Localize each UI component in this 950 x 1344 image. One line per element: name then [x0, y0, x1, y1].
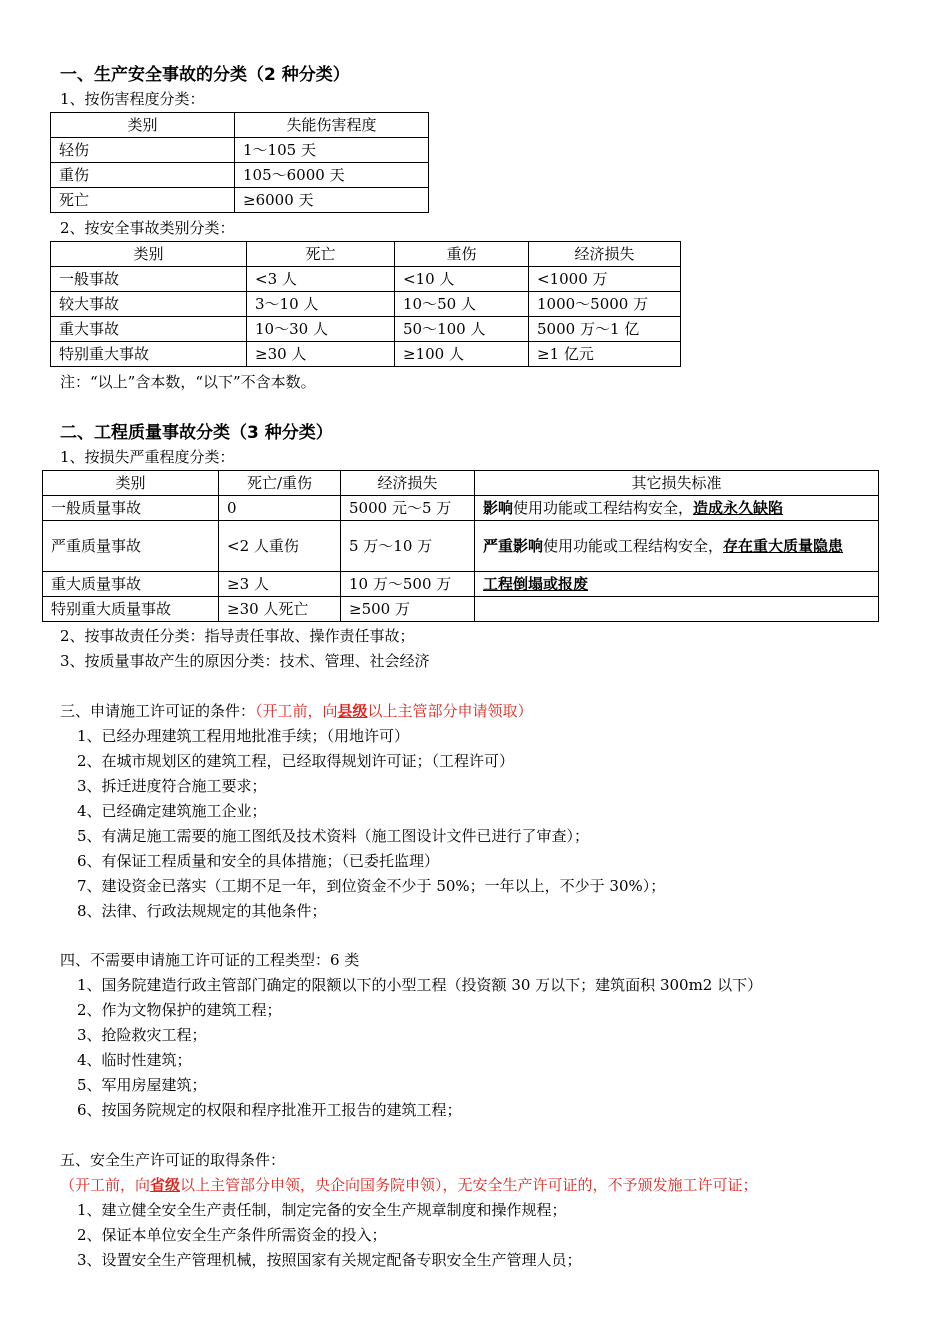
list-item: 2、作为文物保护的建筑工程；	[77, 1001, 282, 1019]
table-header: 经济损失	[529, 242, 681, 267]
table-cell: ≥30 人	[247, 342, 395, 367]
table-cell: 一般事故	[51, 267, 247, 292]
table-row	[51, 267, 681, 292]
list-item: 5、有满足施工需要的施工图纸及技术资料（施工图设计文件已进行了审查）；	[77, 827, 590, 845]
list-item: 6、按国务院规定的权限和程序批准开工报告的建筑工程；	[77, 1101, 462, 1119]
list-item: 4、临时性建筑；	[77, 1051, 192, 1069]
table-header: 失能伤害程度	[235, 113, 429, 138]
table-cell: 10～50 人	[395, 292, 529, 317]
emphasis-text: 造成永久缺陷	[693, 499, 784, 517]
section-1-title: 一、生产安全事故的分类（2 种分类）	[60, 65, 350, 85]
table-cell: 特别重大质量事故	[43, 597, 219, 622]
table-cell: 严重质量事故	[43, 521, 219, 572]
table-header: 死亡/重伤	[219, 471, 341, 496]
table-cell: 5000 元～5 万	[341, 496, 475, 521]
section-5-title: 五、安全生产许可证的取得条件：	[60, 1151, 286, 1169]
red-note-line	[60, 1175, 758, 1195]
list-item: 1、已经办理建筑工程用地批准手续；（用地许可）	[77, 727, 410, 745]
table-row	[43, 496, 879, 521]
section-2-sub2: 2、按事故责任分类：指导责任事故、操作责任事故；	[60, 627, 415, 645]
table-row	[51, 138, 429, 163]
table-header: 重伤	[395, 242, 529, 267]
table-cell: 一般质量事故	[43, 496, 219, 521]
table-header: 类别	[51, 113, 235, 138]
table-cell: 1000～5000 万	[529, 292, 681, 317]
table-row	[51, 342, 681, 367]
list-item: 5、军用房屋建筑；	[77, 1076, 207, 1094]
list-item: 3、设置安全生产管理机械，按照国家有关规定配备专职安全生产管理人员；	[77, 1251, 582, 1269]
table-cell: <2 人重伤	[219, 521, 341, 572]
other-loss-cell	[475, 572, 879, 597]
list-item: 6、有保证工程质量和安全的具体措施；（已委托监理）	[77, 852, 440, 870]
table-cell: 重大事故	[51, 317, 247, 342]
table-cell: 0	[219, 496, 341, 521]
table-cell: 105～6000 天	[235, 163, 429, 188]
other-loss-cell	[475, 597, 879, 622]
table-header: 类别	[51, 242, 247, 267]
emphasis-text: 严重影响	[483, 536, 544, 555]
table-cell: 10～30 人	[247, 317, 395, 342]
table-cell: 轻伤	[51, 138, 235, 163]
list-item: 1、建立健全安全生产责任制，制定完备的安全生产规章制度和操作规程；	[77, 1201, 567, 1219]
other-loss-cell	[475, 496, 879, 521]
emphasis-text: 工程倒塌或报废	[483, 575, 589, 593]
list-item: 3、拆迁进度符合施工要求；	[77, 777, 267, 795]
list-item: 2、保证本单位安全生产条件所需资金的投入；	[77, 1226, 387, 1244]
table-cell: 1～105 天	[235, 138, 429, 163]
list-item: 2、在城市规划区的建筑工程，已经取得规划许可证；（工程许可）	[77, 752, 515, 770]
red-emphasis: 省级	[150, 1176, 181, 1194]
table-row	[43, 597, 879, 622]
section-2-sub3: 3、按质量事故产生的原因分类：技术、管理、社会经济	[60, 652, 430, 670]
injury-degree-table	[50, 112, 429, 213]
table-row	[43, 572, 879, 597]
list-item: 3、抢险救灾工程；	[77, 1026, 207, 1044]
table-row	[51, 317, 681, 342]
red-note: （开工前，向	[255, 702, 338, 720]
emphasis-text: 存在重大质量隐患	[723, 536, 844, 555]
list-item: 4、已经确定建筑施工企业；	[77, 802, 267, 820]
section-3-title: 三、申请施工许可证的条件：	[60, 702, 256, 720]
table-cell: <3 人	[247, 267, 395, 292]
table-cell: 死亡	[51, 188, 235, 213]
table-header-row	[43, 471, 879, 496]
section-1-sub1: 1、按伤害程度分类：	[60, 90, 205, 108]
table-row	[51, 163, 429, 188]
table-header-row	[51, 242, 681, 267]
table-header: 其它损失标准	[475, 471, 879, 496]
table-cell: <10 人	[395, 267, 529, 292]
table-row	[51, 188, 429, 213]
cell-text: 使用功能或工程结构安全，	[513, 499, 694, 517]
red-note: 以上主管部分申请领取）	[367, 702, 533, 720]
table-cell: ≥500 万	[341, 597, 475, 622]
quality-accident-table	[42, 470, 879, 622]
section-2-sub1: 1、按损失严重程度分类：	[60, 448, 235, 466]
red-note: 以上主管部分申领，央企向国务院申领），无安全生产许可证的，不予颁发施工许可证；	[180, 1176, 758, 1194]
section-2-title: 二、工程质量事故分类（3 种分类）	[60, 423, 333, 443]
section-1-note: 注：“以上”含本数，“以下”不含本数。	[60, 373, 316, 391]
table-cell: 重伤	[51, 163, 235, 188]
section-1-sub2: 2、按安全事故类别分类：	[60, 219, 235, 237]
table-cell: 5 万～10 万	[341, 521, 475, 572]
table-cell: ≥3 人	[219, 572, 341, 597]
section-4-title: 四、不需要申请施工许可证的工程类型：6 类	[60, 951, 360, 969]
list-item: 7、建设资金已落实（工期不足一年，到位资金不少于 50%；一年以上，不少于 30%）；	[77, 877, 666, 895]
table-cell: 10 万～500 万	[341, 572, 475, 597]
other-loss-cell	[475, 521, 879, 572]
table-header: 经济损失	[341, 471, 475, 496]
table-cell: 50～100 人	[395, 317, 529, 342]
section-3-title-line	[60, 701, 533, 721]
red-emphasis: 县级	[337, 702, 368, 720]
emphasis-text: 影响	[483, 499, 514, 517]
list-item: 1、国务院建造行政主管部门确定的限额以下的小型工程（投资额 30 万以下；建筑面积 300m2 以下）	[77, 976, 763, 994]
table-cell: ≥6000 天	[235, 188, 429, 213]
list-item: 8、法律、行政法规规定的其他条件；	[77, 902, 327, 920]
table-cell: 3～10 人	[247, 292, 395, 317]
red-note: （开工前，向	[60, 1176, 151, 1194]
table-row	[43, 521, 879, 572]
accident-category-table	[50, 241, 681, 367]
table-cell: 重大质量事故	[43, 572, 219, 597]
table-cell: ≥100 人	[395, 342, 529, 367]
table-cell: ≥1 亿元	[529, 342, 681, 367]
table-cell: 特别重大事故	[51, 342, 247, 367]
cell-text: 使用功能或工程结构安全，	[543, 536, 724, 555]
table-header: 类别	[43, 471, 219, 496]
table-cell: <1000 万	[529, 267, 681, 292]
table-row	[51, 292, 681, 317]
table-header-row	[51, 113, 429, 138]
table-cell: 较大事故	[51, 292, 247, 317]
table-header: 死亡	[247, 242, 395, 267]
table-cell: ≥30 人死亡	[219, 597, 341, 622]
table-cell: 5000 万～1 亿	[529, 317, 681, 342]
